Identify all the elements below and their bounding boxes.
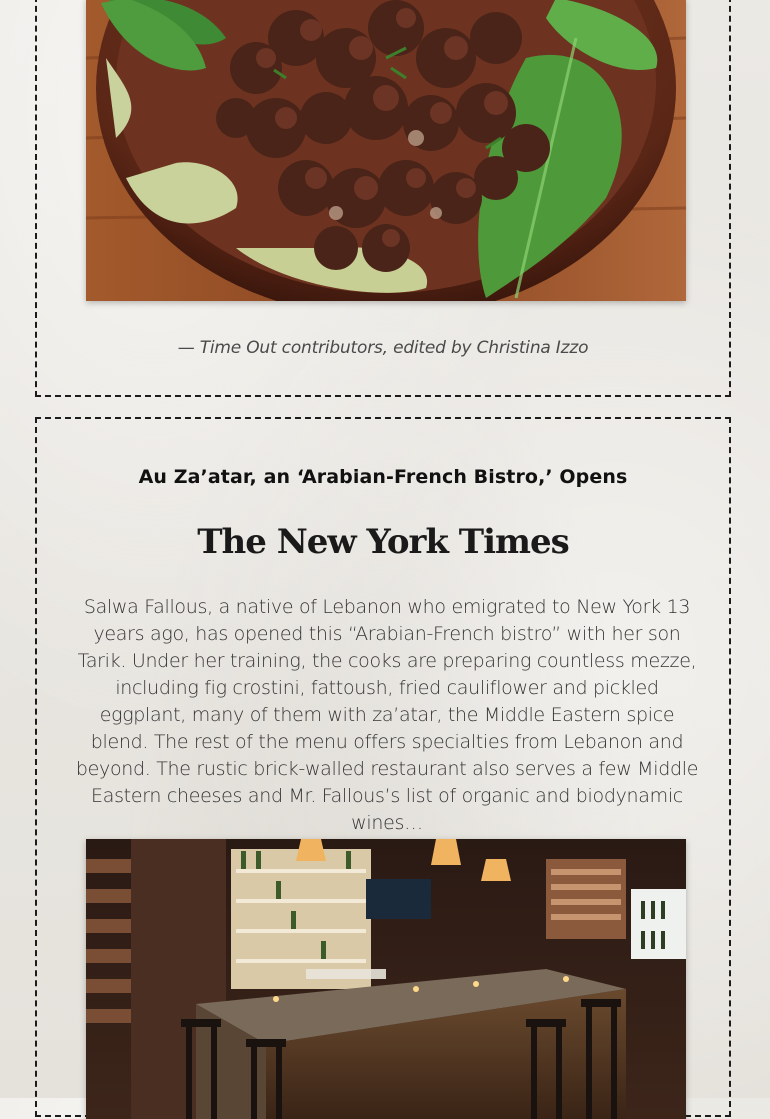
review-excerpt: Salwa Fallous, a native of Lebanon who emigrated to New York 13 years ago, has opened this “Arabian-French bistro” with her son Tarik. Under her training, the cooks are preparing countless mezze, including fig crostini, fattoush, fried cauliflower and pickled eggplant, many of them with za’atar, the Middle Eastern spice blend. The rest of the menu offers specialties from Lebanon and beyond. The rustic brick-walled restaurant also serves a few Middle Eastern cheeses and Mr. Fallous’s list of organic and biodynamic wines…: [75, 596, 699, 834]
publication-logo: The New York Times: [197, 522, 569, 562]
dish-photo: [86, 0, 686, 301]
review-card-time-out: [35, 0, 731, 397]
restaurant-bar-image: [86, 839, 686, 1119]
restaurant-photo: [86, 839, 686, 1119]
review-headline: Au Za’atar, an ‘Arabian-French Bistro,’ Opens: [138, 466, 628, 488]
fried-cauliflower-image: [86, 0, 686, 301]
review-card-nyt: [35, 417, 731, 1117]
review-credit: — Time Out contributors, edited by Christina Izzo: [177, 338, 589, 358]
